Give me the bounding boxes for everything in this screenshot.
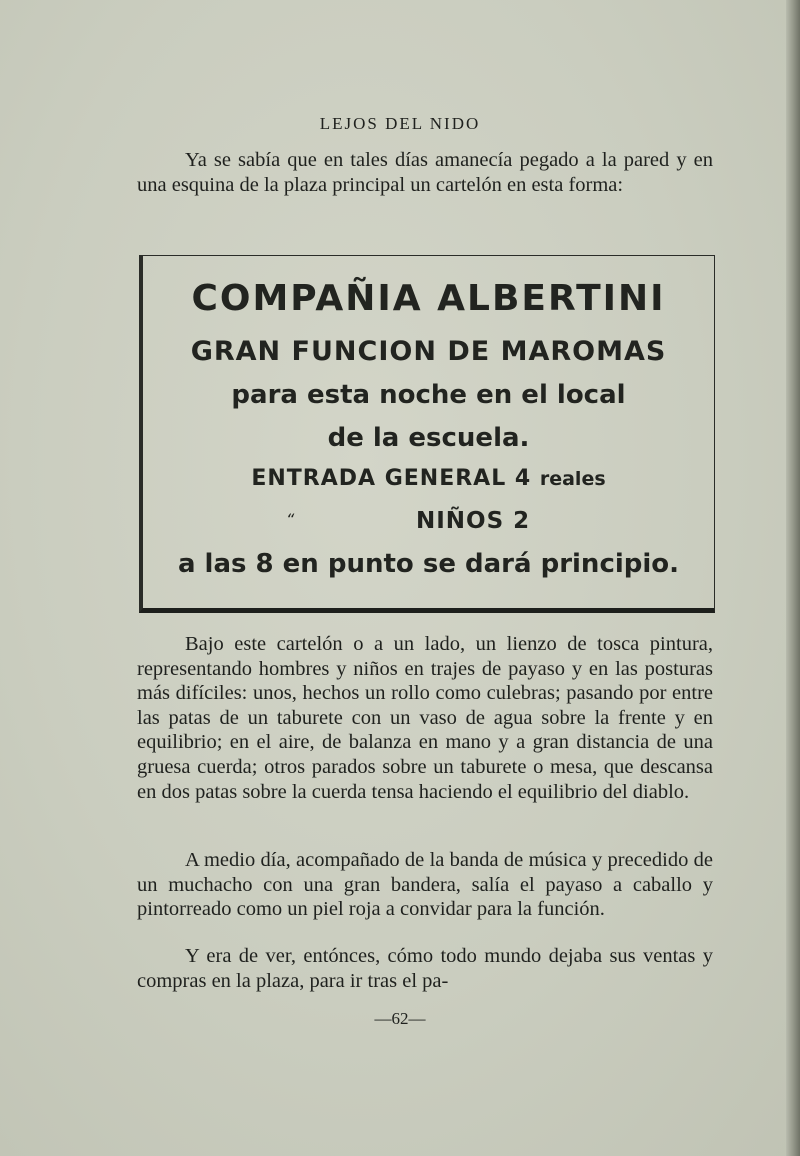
poster-children-price: NIÑOS 2 [416,508,531,534]
paragraph-4: Y era de ver, entónces, cómo todo mundo dejaba sus ventas y compras en la plaza, para ir tras el pa- [137,945,713,992]
page-number: —62— [374,1009,426,1028]
paragraph-1: Ya se sabía que en tales días amanecía pegado a la pared y en una esquina de la plaza principal un cartelón en esta forma: [137,149,713,196]
poster-title: COMPAÑIA ALBERTINI [191,278,666,319]
poster-ditto-mark: “ [286,510,295,529]
poster-box [139,255,715,613]
poster-subtitle: GRAN FUNCION DE MAROMAS [190,336,667,367]
poster-line-school: de la escuela. [327,423,530,453]
poster-line-tonight: para esta noche en el local [231,380,626,410]
poster-entrance-price: ENTRADA GENERAL 4 [251,466,532,491]
paragraph-3: A medio día, acompañado de la banda de música y precedido de un muchacho con una gran bandera, salía el payaso a caballo y pintorreado como un piel roja a convidar para la función. [137,849,713,921]
poster-line-entrance [143,466,714,491]
poster-entrance-unit: reales [539,468,606,490]
poster-line-time: a las 8 en punto se dará principio. [177,549,680,579]
running-head: LEJOS DEL NIDO [319,114,481,133]
book-spine-shadow [786,0,800,1156]
paragraph-2: Bajo este cartelón o a un lado, un lienzo de tosca pintura, representando hombres y niños en trajes de payaso y en las posturas más difíciles: unos, hechos un rollo como culebras; pasando por entre las patas de un taburete con un vaso de agua sobre la frente y en equilibrio; en el aire, de balanza en mano y a gran distancia de una gruesa cuerda; otros parados sobre un taburete o mesa, que descansa en dos patas sobre la cuerda tensa haciendo el equilibrio del diablo. [137,633,713,803]
